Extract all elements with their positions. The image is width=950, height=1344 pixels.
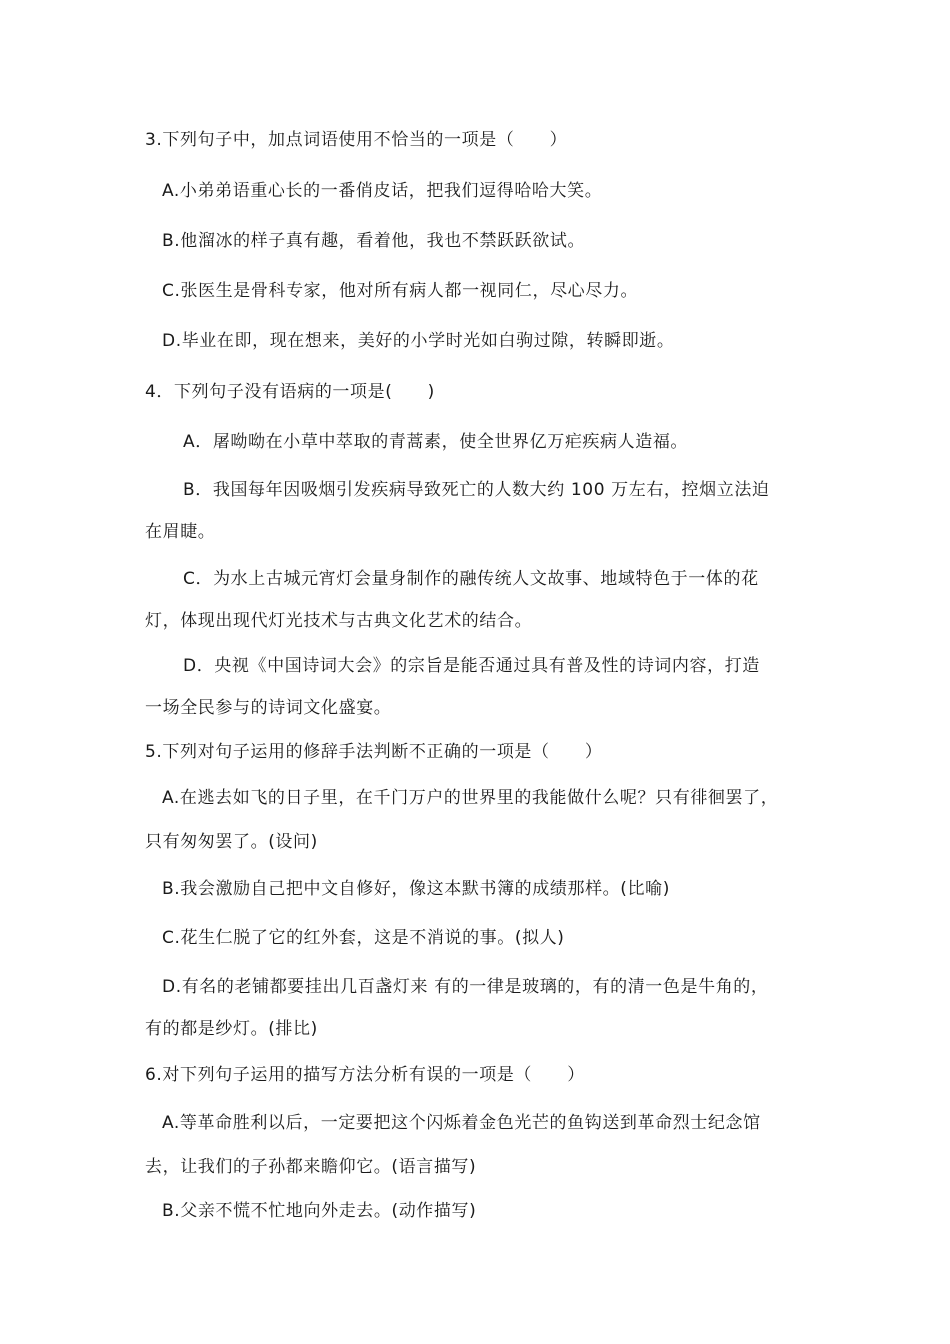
q3-option-c: C.张医生是骨科专家，他对所有病人都一视同仁，尽心尽力。 [162,281,639,301]
q5-option-c: C.花生仁脱了它的红外套，这是不消说的事。(拟人) [162,928,565,948]
q4-option-c-line1: C．为水上古城元宵灯会量身制作的融传统人文故事、地域特色于一体的花 [183,569,759,589]
q5-stem: 5.下列对句子运用的修辞手法判断不正确的一项是（ ） [145,742,603,762]
q5-option-a-line1: A.在逃去如飞的日子里，在千门万户的世界里的我能做什么呢？只有徘徊罢了， [162,788,779,808]
q4-option-c-line2: 灯，体现出现代灯光技术与古典文化艺术的结合。 [145,611,533,631]
q4-option-d-line2: 一场全民参与的诗词文化盛宴。 [145,698,392,718]
q4-option-a: A．屠呦呦在小草中萃取的青蒿素，使全世界亿万疟疾病人造福。 [183,432,689,452]
q4-option-b-line1: B．我国每年因吸烟引发疾病导致死亡的人数大约 100 万左右，控烟立法迫 [183,480,770,500]
q3-option-b: B.他溜冰的样子真有趣，看着他，我也不禁跃跃欲试。 [162,231,586,251]
q6-stem: 6.对下列句子运用的描写方法分析有误的一项是（ ） [145,1065,585,1085]
q5-option-d-line1: D.有名的老铺都要挂出几百盏灯来 有的一律是玻璃的，有的清一色是牛角的， [162,977,769,997]
q3-option-d: D.毕业在即，现在想来，美好的小学时光如白驹过隙，转瞬即逝。 [162,331,675,351]
q4-option-b-line2: 在眉睫。 [145,522,216,542]
q5-option-a-line2: 只有匆匆罢了。(设问) [145,832,318,852]
q4-stem: 4．下列句子没有语病的一项是( ) [145,382,435,402]
q4-option-d-line1: D．央视《中国诗词大会》的宗旨是能否通过具有普及性的诗词内容，打造 [183,656,760,676]
q3-option-a: A.小弟弟语重心长的一番俏皮话，把我们逗得哈哈大笑。 [162,181,603,201]
q6-option-b: B.父亲不慌不忙地向外走去。(动作描写) [162,1201,477,1221]
q6-option-a-line2: 去，让我们的子孙都来瞻仰它。(语言描写) [145,1157,477,1177]
q5-option-b: B.我会激励自己把中文自修好，像这本默书簿的成绩那样。(比喻) [162,879,670,899]
q6-option-a-line1: A.等革命胜利以后，一定要把这个闪烁着金色光芒的鱼钩送到革命烈士纪念馆 [162,1113,761,1133]
q3-stem: 3.下列句子中，加点词语使用不恰当的一项是（ ） [145,130,568,150]
q5-option-d-line2: 有的都是纱灯。(排比) [145,1019,318,1039]
